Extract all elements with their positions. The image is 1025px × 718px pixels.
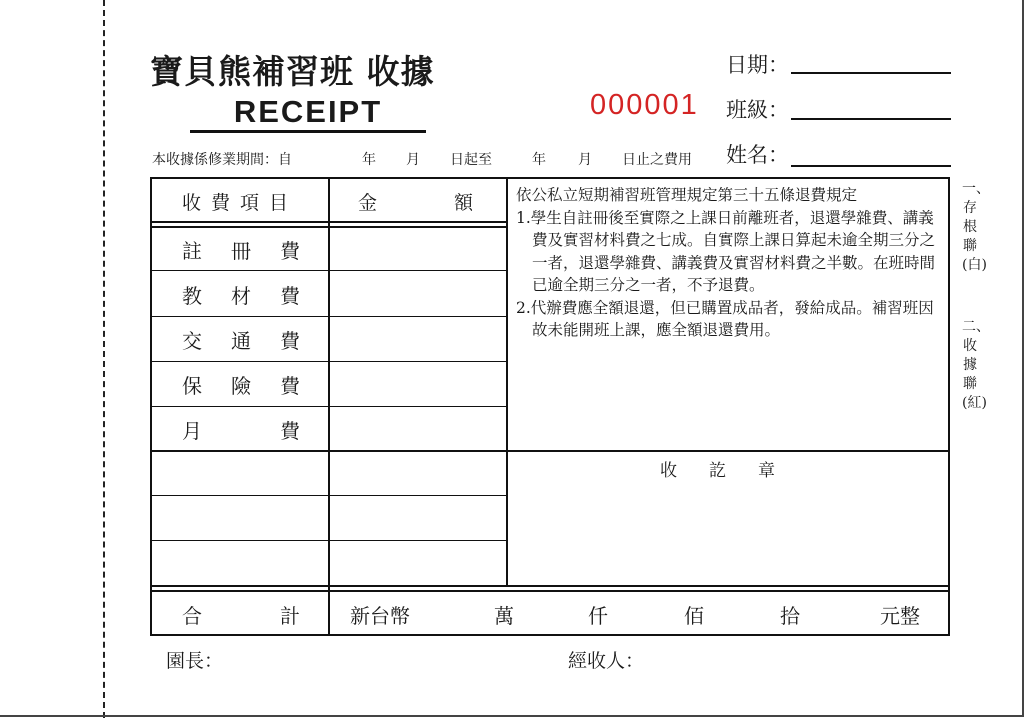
fee-item-char: 註 (182, 239, 202, 263)
total-divider (150, 585, 950, 587)
refund-rule-1: 1.學生自註冊後至實際之上課日前離班者，退還學雜費、講義費及實習材料費之七成。自實際上課日算起未逾全期三分之一者，退還學雜費、講義費及實習材料費之半數。在班時間已逾全期三分之一者，不予退費。 (516, 208, 936, 294)
unit-ten: 拾 (780, 604, 800, 628)
unit-ten-thousand: 萬 (494, 604, 514, 628)
item-column-header: 收費項目 (182, 192, 299, 214)
total-label-1: 合 (182, 604, 202, 628)
handler-label: 經收人： (568, 650, 645, 672)
row-divider (150, 495, 507, 496)
fee-item-char: 費 (280, 329, 300, 353)
period-day-from: 日起至 (450, 152, 492, 168)
row-divider (150, 361, 507, 362)
amount-cell-monthly[interactable] (330, 408, 505, 449)
total-divider-double (150, 590, 950, 592)
total-label-2: 計 (280, 604, 300, 628)
fee-item-char: 費 (280, 284, 300, 308)
serial-number: 000001 (590, 89, 699, 121)
unit-dollar-whole: 元整 (880, 604, 920, 628)
header-divider (150, 221, 507, 223)
copy-note-receipt: 二、收據聯(紅) (962, 319, 990, 411)
unit-hundred: 佰 (684, 604, 704, 628)
amount-column-header-2: 額 (454, 192, 474, 214)
class-label: 班級： (726, 98, 789, 122)
class-field[interactable] (791, 118, 951, 120)
receipt-subtitle: RECEIPT (190, 94, 426, 133)
period-month-from: 月 (406, 152, 420, 168)
seal-area[interactable] (508, 452, 948, 584)
refund-rules-heading: 依公私立短期補習班管理規定第三十五條退費規定 (516, 186, 858, 204)
fee-item-materials (182, 280, 300, 309)
fee-item-char: 費 (280, 419, 300, 443)
period-month-to: 月 (578, 152, 592, 168)
amount-column-header-1: 金 (358, 192, 378, 214)
row-divider (150, 270, 507, 271)
amount-cell-registration[interactable] (330, 228, 505, 269)
fee-item-char: 保 (182, 374, 202, 398)
director-label: 園長： (166, 650, 224, 672)
name-field[interactable] (791, 165, 951, 167)
total-currency: 新台幣 (350, 604, 410, 628)
name-label: 姓名： (726, 143, 789, 167)
date-field[interactable] (791, 72, 951, 74)
amount-cell-transport[interactable] (330, 318, 505, 360)
fee-item-char: 教 (182, 284, 202, 308)
copy-note-stub: 一、存根聯(白) (962, 181, 990, 273)
receipt-title: 寶貝熊補習班 收據 (150, 52, 435, 91)
date-label: 日期： (726, 53, 789, 77)
period-year-from: 年 (362, 152, 376, 168)
seal-label: 收訖章 (660, 461, 807, 481)
fee-item-char: 險 (231, 374, 251, 398)
row-divider (150, 316, 507, 317)
fee-item-char: 冊 (231, 239, 251, 263)
fee-item-registration (182, 235, 300, 264)
refund-rules (516, 184, 946, 342)
refund-rule-2: 2.代辦費應全額退還，但已購置成品者，發給成品。補習班因故未能開班上課，應全額退還費用。 (516, 298, 934, 339)
fee-item-char: 通 (231, 329, 251, 353)
amount-cell-insurance[interactable] (330, 363, 505, 405)
period-prefix: 本收據係修業期間：自 (152, 152, 292, 168)
fee-item-char: 材 (231, 284, 251, 308)
row-divider (150, 540, 507, 541)
fee-item-char: 費 (280, 374, 300, 398)
fee-item-monthly (182, 415, 300, 444)
amount-cell-materials[interactable] (330, 272, 505, 315)
fee-item-insurance (182, 370, 300, 399)
fee-item-char: 交 (182, 329, 202, 353)
period-suffix: 日止之費用 (622, 152, 692, 168)
unit-thousand: 仟 (588, 604, 608, 628)
fee-item-char: 費 (280, 239, 300, 263)
fee-item-char: 月 (182, 419, 202, 443)
fee-item-transport (182, 325, 300, 354)
row-divider (150, 406, 507, 407)
period-year-to: 年 (532, 152, 546, 168)
